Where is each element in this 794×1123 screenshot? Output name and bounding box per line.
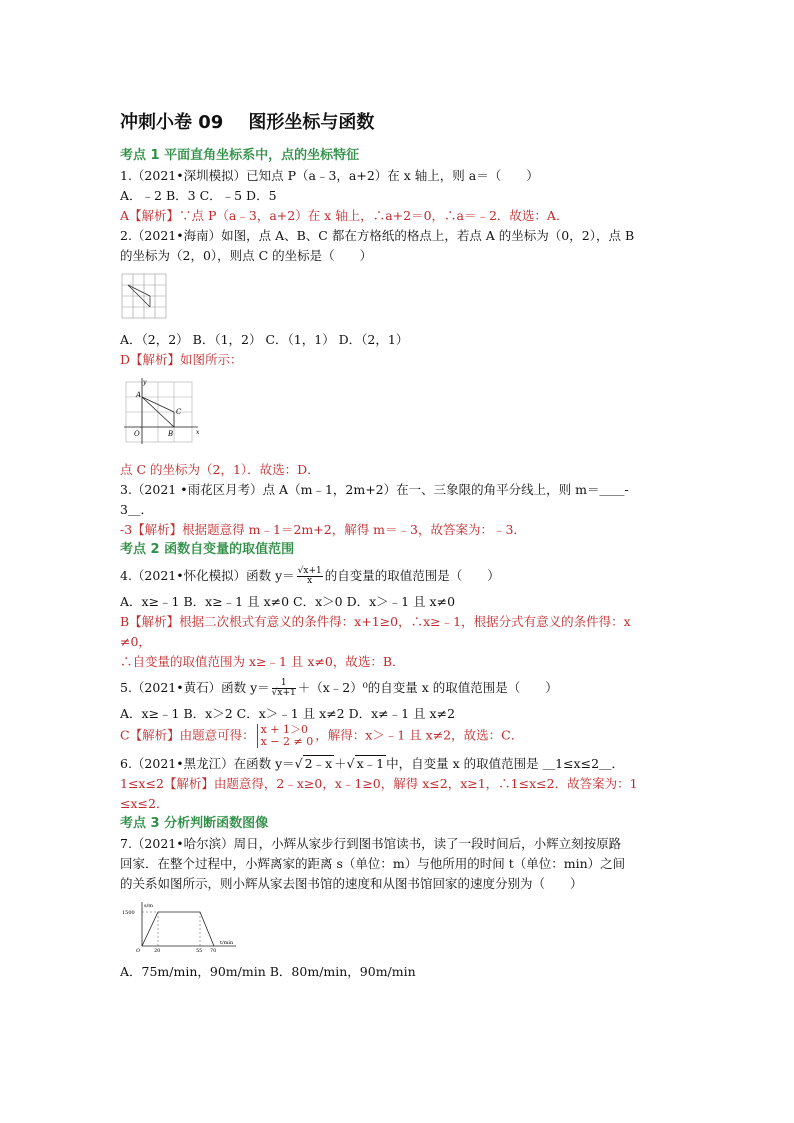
q6-blank: ＿1≤x≤2＿: [542, 756, 612, 771]
q2-grid-figure: [120, 272, 168, 320]
q2-fig-y-label: y: [143, 379, 147, 386]
q2-answer-line2: 点 C 的坐标为（2，1）．故选：D．: [120, 462, 320, 477]
q3-blank-part1: ＿＿-: [599, 482, 629, 497]
q5-system-bottom: x − 2 ≠ 0: [260, 735, 314, 748]
q5-answer: [120, 724, 690, 748]
q1-options: A．﹣2 B．3 C．﹣5 D．5: [120, 188, 277, 203]
q4-options: A．x≥﹣1 B．x≥﹣1 且 x≠0 C．x＞0 D．x＞﹣1 且 x≠0: [120, 594, 456, 609]
q4-frac-den: x: [307, 576, 313, 586]
section-2-heading: 考点 2 函数自变量的取值范围: [120, 542, 295, 557]
q6-root-1: 2﹣x: [304, 756, 333, 771]
q7-stem-line3: 的关系如图所示，则小辉从家去图书馆的速度和从图书馆回家的速度分别为（ ）: [120, 876, 583, 891]
q5-answer-a: C【解析】由题意可得：: [120, 727, 255, 743]
q6-stem-a: 6.（2021•黑龙江）在函数 y＝: [120, 756, 295, 771]
q6-plus: ＋: [334, 756, 347, 771]
q4-frac-num: √x+1: [297, 566, 322, 576]
q5-options: A．x≥﹣1 B．x＞2 C．x＞﹣1 且 x≠2 D．x≠﹣1 且 x≠2: [120, 706, 456, 721]
q7-stem-line2: 回家．在整个过程中，小辉离家的距离 s（单位：m）与他所用的时间 t（单位：min）之间: [120, 856, 626, 871]
q6-stem: 6.（2021•黑龙江）在函数 y＝√ 2﹣x ＋√ x﹣1 中，自变量 x 的取值范围是 ＿1≤x≤2＿．: [120, 756, 625, 771]
q2-stem-line1: 2.（2021•海南）如图，点 A、B、C 都在方格纸的格点上，若点 A 的坐标为（0，2），点 B: [120, 228, 635, 243]
section-3-heading: 考点 3 分析判断函数图像: [120, 816, 269, 831]
q4-stem: [120, 566, 690, 586]
section-1-heading: 考点 1 平面直角坐标系中，点的坐标特征: [120, 148, 360, 163]
q3-blank-part2: 3＿: [120, 502, 141, 517]
q7-distance-time-graph: [120, 900, 240, 952]
q5-stem: [120, 678, 690, 698]
q6-answer-line1: 1≤x≤2【解析】由题意得，2﹣x≥0，x﹣1≥0，解得 x≤2，x≥1，∴1≤x≤2．故答案为：1: [120, 776, 638, 791]
q2-solution-figure: [120, 376, 202, 450]
q2-fig-o-label: O: [134, 430, 140, 438]
q7-fig-y-tick: 1500: [122, 910, 135, 916]
q7-stem-line1: 7.（2021•哈尔滨）周日，小辉从家步行到图书馆读书，读了一段时间后，小辉立刻按原路: [120, 836, 622, 851]
q2-fig-x-label: x: [196, 429, 200, 436]
doc-title: 冲刺小卷 09 图形坐标与函数: [120, 112, 375, 133]
q7-fig-t2: 55: [196, 948, 203, 952]
q7-fig-x-unit: t/min: [220, 940, 234, 946]
q1-answer: A【解析】∵点 P（a﹣3，a+2）在 x 轴上，∴a+2＝0，∴a＝﹣2．故选：A．: [120, 208, 569, 223]
q7-options: A．75m/min，90m/min B．80m/min，90m/min: [120, 964, 416, 979]
q1-stem: 1.（2021•深圳模拟）已知点 P（a﹣3，a+2）在 x 轴上，则 a＝（ ）: [120, 168, 539, 183]
q5-fraction: [272, 679, 296, 698]
q6-answer-line2: ≤x≤2．: [120, 796, 169, 811]
q5-system: [257, 724, 314, 748]
q5-answer-b: ，解得：x＞﹣1 且 x≠2，故选：C．: [315, 727, 524, 743]
q5-stem-a: 5.（2021•黄石）函数 y＝: [120, 680, 270, 695]
q4-stem-b: 的自变量的取值范围是（ ）: [324, 568, 500, 583]
q6-root-2: x﹣1: [356, 756, 385, 771]
q7-fig-t1: 20: [154, 948, 161, 952]
q2-options: A．（2，2） B．（1，2） C．（1，1） D．（2，1）: [120, 332, 409, 347]
q3-stem: [120, 480, 690, 500]
q5-stem-b: ＋（x﹣2）⁰的自变量 x 的取值范围是（ ）: [297, 680, 558, 695]
q4-answer-line1: B【解析】根据二次根式有意义的条件得：x+1≥0，∴x≥﹣1，根据分式有意义的条件得：x: [120, 614, 631, 629]
document-page: [120, 100, 690, 982]
q6-end: ．: [611, 756, 625, 771]
q2-fig-b-label: B: [168, 430, 174, 438]
q3-stem-end: ．: [140, 502, 153, 517]
q5-frac-den: √x+1: [271, 688, 296, 698]
q4-answer-line3: ∴自变量的取值范围为 x≥﹣1 且 x≠0，故选：B．: [120, 654, 405, 669]
q4-stem-a: 4.（2021•怀化模拟）函数 y＝: [120, 568, 295, 583]
q5-frac-num: 1: [272, 679, 296, 689]
q5-system-top: x + 1＞0: [260, 723, 308, 736]
q2-answer-line1: D【解析】如图所示：: [120, 352, 243, 367]
q6-stem-b: 中，自变量 x 的取值范围是: [386, 756, 543, 771]
q7-fig-origin: O: [136, 948, 141, 952]
q2-fig-c-label: C: [176, 408, 182, 416]
q7-fig-y-unit: s/m: [144, 903, 153, 909]
q4-answer-line2: ≠0，: [120, 634, 151, 649]
q7-fig-t3: 70: [210, 948, 217, 952]
q3-answer: -3【解析】根据题意得 m﹣1＝2m+2，解得 m＝﹣3，故答案为：﹣3．: [120, 522, 526, 537]
q3-stem-continued: [120, 500, 690, 520]
q4-fraction: [297, 567, 323, 586]
q2-stem-line2: 的坐标为（2，0），则点 C 的坐标是（ ）: [120, 248, 373, 263]
q3-stem-text: 3.（2021 •雨花区月考）点 A（m﹣1，2m+2）在一、三象限的角平分线上，则 m＝: [120, 482, 600, 497]
q2-fig-a-label: A: [136, 391, 142, 399]
